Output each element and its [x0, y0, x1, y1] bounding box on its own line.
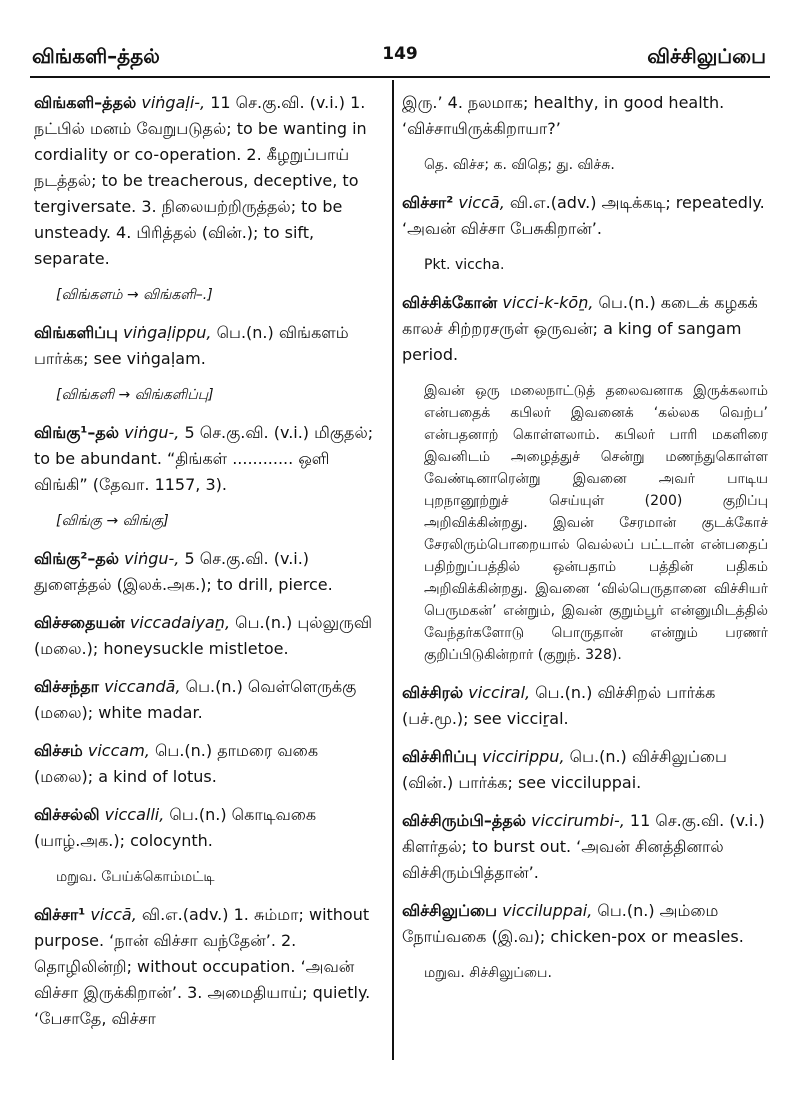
dictionary-entry: [34, 610, 382, 662]
entry-headword: விங்களிப்பு: [34, 323, 118, 342]
entry-transliteration: viccā,: [90, 905, 137, 924]
entry-headword: விச்சிரிப்பு: [402, 747, 477, 766]
entry-transliteration: viṅgaḷippu,: [123, 323, 212, 342]
dictionary-entry: [402, 898, 768, 950]
entry-grammar: பெ.(n.): [235, 613, 293, 632]
commentary-note: இவன் ஒரு மலைநாட்டுத் தலைவனாக இருக்கலாம் என்பதைக் கபிலர் இவனைக் ‘கல்லக வெற்ப’ என்பதனாற் கொள்ளலாம். கபிலர் பாரி மகளிரை இவனிடம் அழைத்துச் சென்று மணந்துகொள்ள வேண்டினாரென்று இவனை அவர் பாடிய புறநானூற்றுச் செய்யுள் (200) குறிப்பு அறிவிக்கின்றது. இவன் சேரமான் குடக்கோச் சேரலிரும்பொறையால் வெல்லப் பட்டான் என்பதைப் பதிற்றுப்பத்தில் ஒன்பதாம் பத்தின் பதிகம் அறிவிக்கின்றது. இவனை ‘வில்பெருதானை விச்சியர் பெருமகன்’ என்றும், இவன் குறும்பூர் என்னுமிடத்தில் வேந்தர்களோடு பொருதான் என்றும் பரணர் குறிப்பிடுகின்றார் (குறுந். 328).: [424, 383, 768, 663]
etymology-note: தெ. விச்ச; க. விதெ; து. விச்சு.: [424, 157, 615, 173]
entry-grammar: 5 செ.கு.வி. (v.i.): [184, 423, 310, 442]
dictionary-entry: [34, 802, 382, 854]
dictionary-entry: [34, 320, 382, 372]
entry-definition: அம்மை நோய்வகை (இ.வ); chicken-pox or measles.: [402, 901, 744, 946]
entry-grammar: வி.எ.(adv.): [141, 905, 229, 924]
entry-definition: 1. நட்பில் மனம் வேறுபடுதல்; to be wanting in cordiality or co-operation. 2. கீழறுப்பாய் நடத்தல்; to be treacherous, deceptive, to tergiversate. 3. நிலையற்றிருத்தல்; to be unsteady. 4. பிரித்தல் (வின்.); to sift, separate.: [34, 93, 367, 268]
entry-headword: விச்சல்லி: [34, 805, 100, 824]
header-left-guideword: விங்களி–த்தல்: [32, 44, 160, 68]
entry-transliteration: viccam,: [87, 741, 150, 760]
entry-grammar: பெ.(n.): [597, 901, 655, 920]
entry-definition: புல்லுருவி (மலை.); honeysuckle mistletoe.: [34, 613, 373, 658]
entry-grammar: பெ.(n.): [216, 323, 274, 342]
left-column: [34, 90, 382, 1044]
page-number: 149: [382, 44, 418, 64]
entry-transliteration: viṅgu-,: [124, 423, 180, 442]
entry-definition: தாமரை வகை (மலை); a kind of lotus.: [34, 741, 319, 786]
entry-grammar: பெ.(n.): [185, 677, 243, 696]
entry-definition: விச்சிறல் பார்க்க (பச்.மூ.); see vicciṟal.: [402, 683, 716, 728]
right-column: [402, 90, 768, 998]
etymology-bracket: [விங்களம் → விங்களி–.]: [56, 287, 213, 303]
entry-transliteration: viccandā,: [104, 677, 181, 696]
entry-transliteration: viccirumbi-,: [531, 811, 625, 830]
etymology-bracket: [விங்கு → விங்கு]: [56, 513, 169, 529]
entry-transliteration: viṅgu-,: [124, 549, 180, 568]
etymology-bracket: [விங்களி → விங்களிப்பு]: [56, 387, 214, 403]
dictionary-entry: [402, 190, 768, 242]
entry-definition: இரு.’ 4. நலமாக; healthy, in good health. ‘விச்சாயிருக்கிறாயா?’: [402, 93, 725, 138]
header-right-guideword: விச்சிலுப்பை: [647, 44, 766, 68]
entry-headword: விச்சா²: [402, 193, 454, 212]
column-divider: [392, 80, 394, 1060]
entry-grammar: 11 செ.கு.வி. (v.i.): [629, 811, 765, 830]
entry-headword: விங்களி–த்தல்: [34, 93, 137, 112]
dictionary-entry: [402, 90, 768, 142]
entry-transliteration: viṅgaḷi-,: [141, 93, 206, 112]
entry-definition: கொடிவகை (யாழ்.அக.); colocynth.: [34, 805, 317, 850]
dictionary-entry: [402, 744, 768, 796]
etymology-note: மறுவ. பேய்க்கொம்மட்டி: [56, 869, 215, 885]
entry-transliteration: vicciluppai,: [502, 901, 593, 920]
entry-headword: விச்சிக்கோன்: [402, 293, 498, 312]
entry-grammar: பெ.(n.): [154, 741, 213, 760]
entry-definition: விச்சிலுப்பை (வின்.) பார்க்க; see vicciluppai.: [402, 747, 727, 792]
entry-headword: விச்சம்: [34, 741, 83, 760]
entry-transliteration: viccā,: [458, 193, 505, 212]
entry-transliteration: viccadaiyaṉ,: [129, 613, 231, 632]
etymology-note: Pkt. viccha.: [424, 257, 505, 273]
etymology-note: மறுவ. சிச்சிலுப்பை.: [424, 965, 552, 981]
entry-transliteration: vicciral,: [468, 683, 531, 702]
entry-headword: விச்சந்தா: [34, 677, 99, 696]
entry-transliteration: vicci-k-kōṉ,: [502, 293, 594, 312]
entry-definition: கடைக் கழகக் காலச் சிற்றரசருள் ஒருவன்; a king of sangam period.: [402, 293, 758, 364]
entry-grammar: பெ.(n.): [535, 683, 593, 702]
entry-headword: விங்கு²–தல்: [34, 549, 120, 568]
dictionary-entry: [402, 808, 768, 886]
dictionary-entry: [34, 902, 382, 1032]
entry-headword: விச்சிரும்பி–த்தல்: [402, 811, 527, 830]
entry-transliteration: viccirippu,: [482, 747, 565, 766]
dictionary-entry: [34, 420, 382, 498]
entry-definition: மிகுதல்; to be abundant. “திங்கள் ............ ஒளி விங்கி” (தேவா. 1157, 3).: [34, 423, 374, 494]
entry-headword: விச்சிரல்: [402, 683, 464, 702]
entry-headword: விங்கு¹–தல்: [34, 423, 120, 442]
entry-headword: விச்சிலுப்பை: [402, 901, 498, 920]
entry-headword: விச்சா¹: [34, 905, 86, 924]
entry-definition: 1. சும்மா; without purpose. ‘நான் விச்சா வந்தேன்’. 2. தொழிலின்றி; without occupation. ‘அவன் விச்சா இருக்கிறான்’. 3. அமைதியாய்; quietly. ‘பேசாதே, விச்சா: [34, 905, 371, 1028]
dictionary-entry: [34, 674, 382, 726]
entry-grammar: வி.எ.(adv.): [509, 193, 597, 212]
dictionary-entry: [34, 546, 382, 598]
entry-grammar: பெ.(n.): [169, 805, 227, 824]
entry-definition: துளைத்தல் (இலக்.அக.); to drill, pierce.: [34, 575, 333, 594]
entry-definition: விங்களம் பார்க்க; see viṅgaḷam.: [34, 323, 349, 368]
entry-grammar: 11 செ.கு.வி. (v.i.): [210, 93, 345, 112]
entry-grammar: பெ.(n.): [569, 747, 627, 766]
entry-grammar: 5 செ.கு.வி. (v.i.): [184, 549, 310, 568]
entry-definition: அடிக்கடி; repeatedly. ‘அவன் விச்சா பேசுகிறான்’.: [402, 193, 765, 238]
entry-definition: கிளர்தல்; to burst out. ‘அவன் சினத்தினால் விச்சிரும்பித்தான்’.: [402, 837, 724, 882]
entry-headword: விச்சதையன்: [34, 613, 125, 632]
page-header: [0, 0, 800, 68]
dictionary-entry: [402, 290, 768, 368]
dictionary-entry: [402, 680, 768, 732]
entry-definition: வெள்ளெருக்கு (மலை); white madar.: [34, 677, 357, 722]
entry-grammar: பெ.(n.): [598, 293, 656, 312]
entry-transliteration: viccalli,: [104, 805, 165, 824]
dictionary-entry: [34, 90, 382, 272]
dictionary-entry: [34, 738, 382, 790]
header-rule: [30, 76, 770, 78]
